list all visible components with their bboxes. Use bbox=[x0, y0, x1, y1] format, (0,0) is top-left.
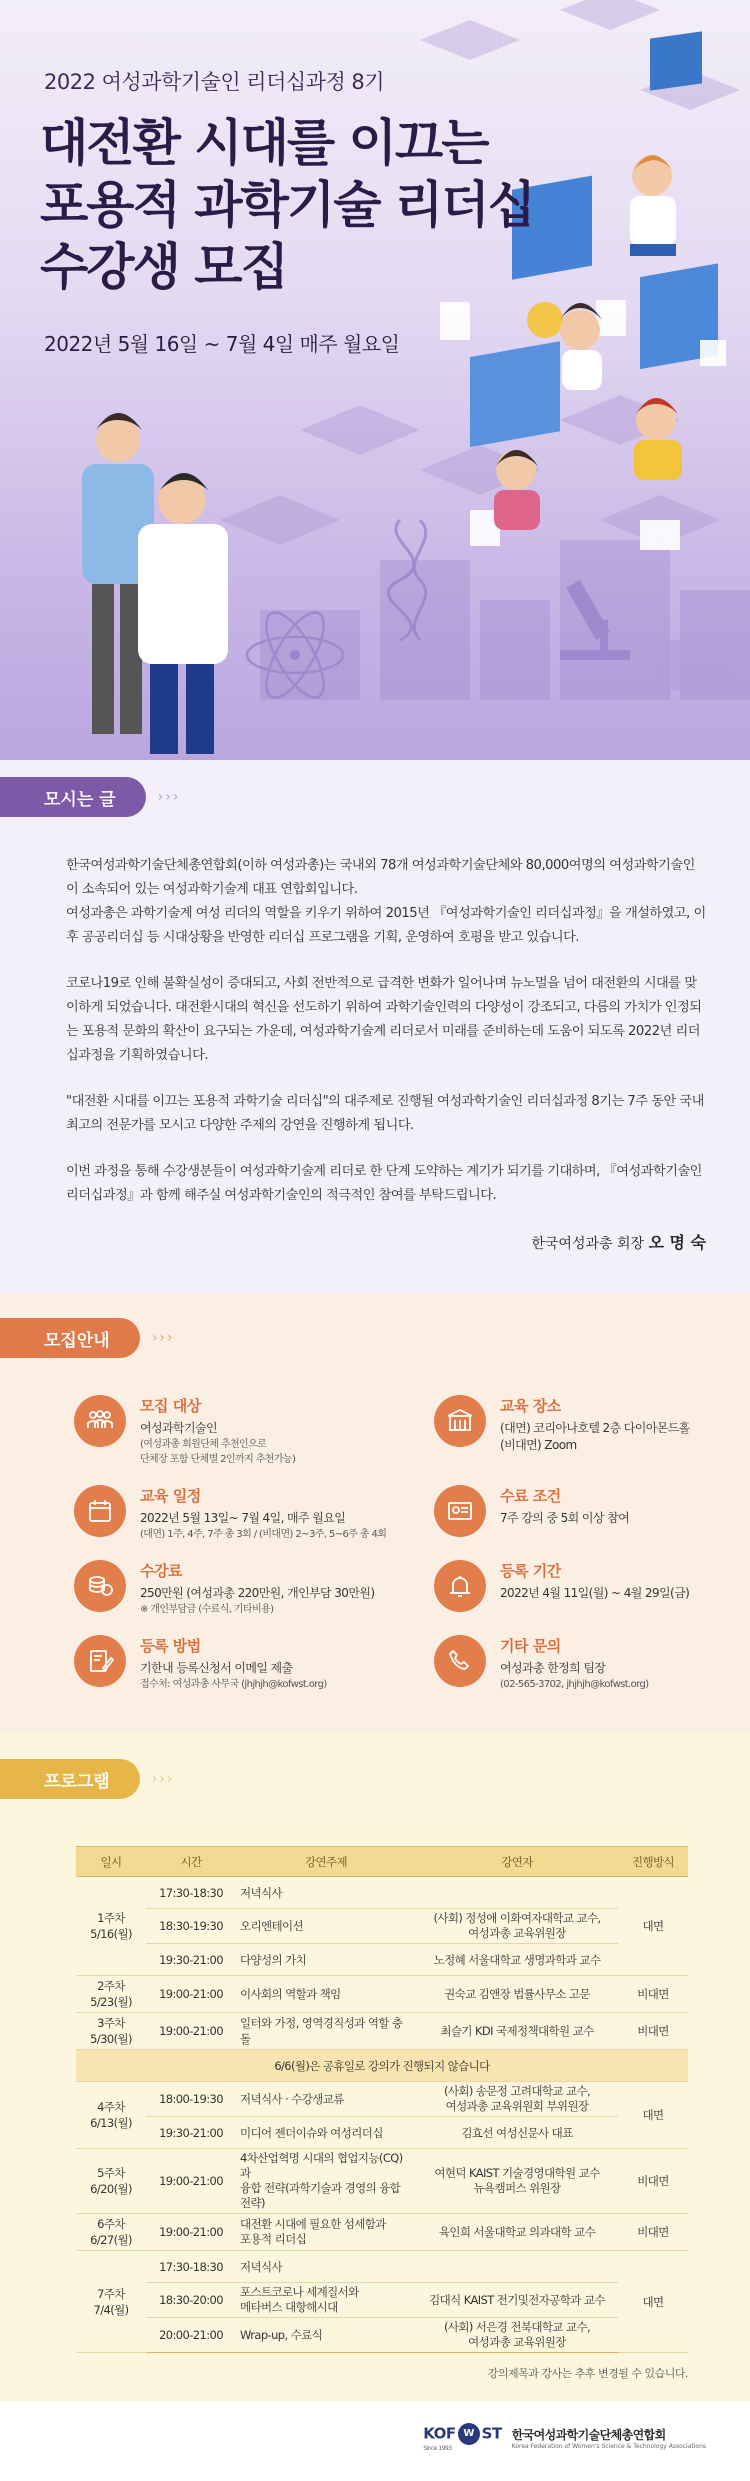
coins-icon bbox=[74, 1560, 126, 1612]
info-schedule bbox=[74, 1485, 434, 1542]
speaker-cell: 노정혜 서울대학교 생명과학과 교수 bbox=[416, 1944, 618, 1976]
info-registration-period-title: 등록 기간 bbox=[500, 1562, 561, 1580]
info-registration-method bbox=[74, 1635, 434, 1692]
logo-mark-dot: W bbox=[458, 2423, 480, 2445]
mode-cell: 비대면 bbox=[618, 2214, 688, 2251]
info-contact bbox=[434, 1635, 734, 1692]
info-contact-sub: (02-565-3702, jhjhjh@kofwst.org) bbox=[500, 1679, 649, 1690]
time-cell: 18:30-20:00 bbox=[146, 2283, 236, 2318]
table-row bbox=[76, 2318, 688, 2353]
table-header-row bbox=[76, 1847, 688, 1877]
signature-title: 한국여성과총 회장 bbox=[531, 1236, 645, 1252]
topic-cell: Wrap-up, 수료식 bbox=[236, 2318, 416, 2353]
week-7-label: 7주차 7/4(월) bbox=[76, 2251, 146, 2353]
greeting-heading: 모시는 글 bbox=[0, 777, 146, 817]
table-row bbox=[76, 2214, 688, 2251]
signature-name: 오 명 숙 bbox=[648, 1233, 706, 1252]
week-2-label: 2주차 5/23(월) bbox=[76, 1976, 146, 2013]
greeting-paragraph-3: "대전환 시대를 이끄는 포용적 과학기술 리더십"의 대주제로 진행될 여성과학기술인 리더십과정 8기는 7주 동안 국내 최고의 전문가를 모시고 다양한 주제의 강연을 진행하게 됩니다. bbox=[66, 1094, 704, 1133]
time-cell: 19:00-21:00 bbox=[146, 2013, 236, 2050]
speaker-cell: (사회) 서은경 전북대학교 교수, 여성과총 교육위원장 bbox=[416, 2318, 618, 2353]
time-cell: 17:30-18:30 bbox=[146, 1877, 236, 1909]
greeting-paragraph-2: 코로나19로 인해 불확실성이 증대되고, 사회 전반적으로 급격한 변화가 일어나며 뉴노멀을 넘어 대전환의 시대를 맞이하게 되었습니다. 대전환시대의 혁신을 선도하기 위하여 과학기술인력의 다양성이 강조되고, 다름의 가치가 인정되는 포용적 문화의 확산이 요구되는 가운데, 여성과학기술계 리더로서 미래를 준비하는데 도움이 되도록 2022년 리더십과정을 기획하였습니다. bbox=[66, 976, 702, 1063]
certificate-icon bbox=[434, 1485, 486, 1537]
col-date: 일시 bbox=[76, 1847, 146, 1877]
speaker-cell: 여현덕 KAIST 기술경영대학원 교수 뉴욕캠퍼스 위원장 bbox=[416, 2149, 618, 2214]
logo-mark-since: Since 1993 bbox=[423, 2445, 452, 2452]
topic-cell: 저녁식사 bbox=[236, 1877, 416, 1909]
week-6-label: 6주차 6/27(월) bbox=[76, 2214, 146, 2251]
info-fee bbox=[74, 1560, 434, 1617]
info-target-sub: (여성과총 회원단체 추천인으로 단체장 포함 단체별 2인까지 추천가능) bbox=[140, 1439, 296, 1465]
week-4-mode: 대면 bbox=[618, 2082, 688, 2149]
program-footnote: 강의제목과 강사는 추후 변경될 수 있습니다. bbox=[487, 2367, 688, 2380]
recruit-heading: 모집안내 bbox=[0, 1318, 140, 1358]
time-cell: 19:30-21:00 bbox=[146, 1944, 236, 1976]
chevrons-icon: ››› bbox=[151, 1771, 175, 1787]
greeting-paragraph-4: 이번 과정을 통해 수강생분들이 여성과학기술계 리더로 한 단계 도약하는 계기가 되기를 기대하며, 『여성과학기술인 리더십과정』과 함께 해주실 여성과학기술인의 적극적인 참여를 부탁드립니다. bbox=[66, 1164, 702, 1203]
recruit-header bbox=[0, 1315, 750, 1361]
calendar-icon bbox=[74, 1485, 126, 1537]
logo-mark-right: ST bbox=[481, 2424, 502, 2443]
org-name-en: Korea Federation of Women's Science & Technology Associations bbox=[511, 2442, 706, 2450]
week-7-mode: 대면 bbox=[618, 2251, 688, 2353]
info-target-title: 모집 대상 bbox=[140, 1397, 201, 1415]
week-1-mode: 대면 bbox=[618, 1877, 688, 1976]
phone-icon bbox=[434, 1635, 486, 1687]
topic-cell: 오리엔테이션 bbox=[236, 1909, 416, 1944]
time-cell: 19:30-21:00 bbox=[146, 2117, 236, 2149]
table-row bbox=[76, 2013, 688, 2050]
week-5-label: 5주차 6/20(월) bbox=[76, 2149, 146, 2214]
hero-title-line-2: 포용적 과학기술 리더십 bbox=[40, 176, 534, 234]
hero-banner bbox=[0, 0, 750, 760]
info-completion-title: 수료 조건 bbox=[500, 1487, 561, 1505]
speaker-cell: 권숙교 김앤장 법률사무소 고문 bbox=[416, 1976, 618, 2013]
speaker-cell: (사회) 송문정 고려대학교 교수, 여성과총 교육위원회 부위원장 bbox=[416, 2082, 618, 2117]
info-location bbox=[434, 1395, 734, 1467]
alarm-icon bbox=[434, 1560, 486, 1612]
program-table bbox=[76, 1846, 688, 2353]
info-schedule-sub: (대면) 1주, 4주, 7주 총 3회 / (비대면) 2~3주, 5~6주 총 4회 bbox=[140, 1529, 387, 1540]
info-registration-period-value: 2022년 4월 11일(월) ~ 4월 29일(금) bbox=[500, 1586, 690, 1600]
topic-cell: 4차산업혁명 시대의 협업지능(CQ)과 융합 전략(과학기술과 경영의 융합 전략) bbox=[236, 2149, 416, 2214]
kofwst-logo-mark bbox=[423, 2423, 502, 2452]
info-schedule-title: 교육 일정 bbox=[140, 1487, 201, 1505]
table-row bbox=[76, 2149, 688, 2214]
hero-title-line-1: 대전환 시대를 이끄는 bbox=[40, 114, 488, 172]
speaker-cell bbox=[416, 2251, 618, 2283]
topic-cell: 대전환 시대에 필요한 섬세함과 포용적 리더십 bbox=[236, 2214, 416, 2251]
speaker-cell: 육인희 서울대학교 의과대학 교수 bbox=[416, 2214, 618, 2251]
topic-cell: 저녁식사 bbox=[236, 2251, 416, 2283]
info-contact-value: 여성과총 한정희 팀장 bbox=[500, 1661, 606, 1675]
org-logo bbox=[423, 2423, 706, 2452]
info-target bbox=[74, 1395, 434, 1467]
mode-cell: 비대면 bbox=[618, 2149, 688, 2214]
info-registration-method-sub: 접수처: 여성과총 사무국 (jhjhjh@kofwst.org) bbox=[140, 1679, 327, 1690]
topic-cell: 미디어 젠더이슈와 여성리더십 bbox=[236, 2117, 416, 2149]
topic-cell: 이사회의 역할과 책임 bbox=[236, 1976, 416, 2013]
info-contact-title: 기타 문의 bbox=[500, 1637, 561, 1655]
recruit-section bbox=[0, 1293, 750, 1734]
location-icon bbox=[434, 1395, 486, 1447]
time-cell: 18:30-19:30 bbox=[146, 1909, 236, 1944]
topic-cell: 일터와 가정, 영역경직성과 역할 충돌 bbox=[236, 2013, 416, 2050]
footer bbox=[0, 2401, 750, 2481]
mode-cell: 비대면 bbox=[618, 2013, 688, 2050]
col-topic: 강연주제 bbox=[236, 1847, 416, 1877]
greeting-section bbox=[0, 760, 750, 1293]
topic-cell: 포스트코로나 세계질서와 메타버스 대항해시대 bbox=[236, 2283, 416, 2318]
time-cell: 19:00-21:00 bbox=[146, 1976, 236, 2013]
speaker-cell: (사회) 정성애 이화여자대학교 교수, 여성과총 교육위원장 bbox=[416, 1909, 618, 1944]
greeting-header bbox=[0, 774, 750, 820]
chevrons-icon: ››› bbox=[151, 1330, 175, 1346]
time-cell: 19:00-21:00 bbox=[146, 2149, 236, 2214]
hero-title-line-3: 수강생 모집 bbox=[40, 238, 287, 296]
table-row bbox=[76, 1976, 688, 2013]
logo-mark-left: KOF bbox=[423, 2424, 456, 2443]
time-cell: 19:00-21:00 bbox=[146, 2214, 236, 2251]
time-cell: 20:00-21:00 bbox=[146, 2318, 236, 2353]
program-section bbox=[0, 1734, 750, 2401]
program-header bbox=[0, 1756, 750, 1802]
table-row bbox=[76, 2117, 688, 2149]
info-fee-sub: ※ 개인부담금 (수료식, 기타비용) bbox=[140, 1604, 274, 1615]
info-fee-value: 250만원 (여성과총 220만원, 개인부담 30만원) bbox=[140, 1586, 375, 1600]
table-row bbox=[76, 2251, 688, 2283]
speaker-cell bbox=[416, 1877, 618, 1909]
hero-period: 2022년 5월 16일 ~ 7월 4일 매주 월요일 bbox=[44, 332, 400, 356]
table-row bbox=[76, 1944, 688, 1976]
info-completion bbox=[434, 1485, 734, 1542]
mode-cell: 비대면 bbox=[618, 1976, 688, 2013]
greeting-paragraph-1: 한국여성과학기술단체총연합회(이하 여성과총)는 국내외 78개 여성과학기술단체와 80,000여명의 여성과학기술인이 소속되어 있는 여성과학기술계 대표 연합회입니다. 여성과총은 과학기술계 여성 리더의 역할을 키우기 위하여 2015년 『여성과학기술인 리더십과정』을 개설하였고, 이후 공공리더십 등 시대상황을 반영한 리더십 프로그램을 기획, 운영하여 호평을 받고 있습니다. bbox=[66, 858, 706, 945]
info-completion-value: 7주 강의 중 5회 이상 참여 bbox=[500, 1511, 630, 1525]
speaker-cell: 최슬기 KDI 국제정책대학원 교수 bbox=[416, 2013, 618, 2050]
org-name-ko: 한국여성과학기술단체총연합회 bbox=[511, 2427, 666, 2442]
col-mode: 진행방식 bbox=[618, 1847, 688, 1877]
info-location-title: 교육 장소 bbox=[500, 1397, 561, 1415]
greeting-signature bbox=[0, 1230, 750, 1253]
hero-subtitle: 2022 여성과학기술인 리더십과정 8기 bbox=[44, 70, 385, 94]
table-row bbox=[76, 1909, 688, 1944]
info-registration-method-title: 등록 방법 bbox=[140, 1637, 201, 1655]
speaker-cell: 김대식 KAIST 전기및전자공학과 교수 bbox=[416, 2283, 618, 2318]
table-row bbox=[76, 2082, 688, 2117]
time-cell: 17:30-18:30 bbox=[146, 2251, 236, 2283]
speaker-cell: 김효선 여성신문사 대표 bbox=[416, 2117, 618, 2149]
program-heading: 프로그램 bbox=[0, 1759, 140, 1799]
info-registration-method-value: 기한내 등록신청서 이메일 제출 bbox=[140, 1661, 293, 1675]
time-cell: 18:00-19:30 bbox=[146, 2082, 236, 2117]
info-location-value: (대면) 코리아나호텔 2층 다이아몬드홀 (비대면) Zoom bbox=[500, 1421, 690, 1452]
people-icon bbox=[74, 1395, 126, 1447]
greeting-body bbox=[0, 820, 750, 1208]
week-4-label: 4주차 6/13(월) bbox=[76, 2082, 146, 2149]
table-row bbox=[76, 1877, 688, 1909]
week-1-label: 1주차 5/16(월) bbox=[76, 1877, 146, 1976]
recruit-info-grid bbox=[0, 1361, 750, 1692]
info-target-value: 여성과학기술인 bbox=[140, 1421, 217, 1435]
info-registration-period bbox=[434, 1560, 734, 1617]
topic-cell: 다양성의 가치 bbox=[236, 1944, 416, 1976]
col-speaker: 강연자 bbox=[416, 1847, 618, 1877]
week-3-label: 3주차 5/30(월) bbox=[76, 2013, 146, 2050]
pen-icon bbox=[74, 1635, 126, 1687]
holiday-notice: 6/6(월)은 공휴일로 강의가 진행되지 않습니다 bbox=[76, 2050, 688, 2082]
table-row bbox=[76, 2283, 688, 2318]
topic-cell: 저녁식사 · 수강생교류 bbox=[236, 2082, 416, 2117]
chevrons-icon: ››› bbox=[157, 789, 181, 805]
info-fee-title: 수강료 bbox=[140, 1562, 182, 1580]
info-schedule-value: 2022년 5월 13일~ 7월 4일, 매주 월요일 bbox=[140, 1511, 346, 1525]
hero-title bbox=[40, 112, 534, 298]
col-time: 시간 bbox=[146, 1847, 236, 1877]
table-row bbox=[76, 2050, 688, 2082]
